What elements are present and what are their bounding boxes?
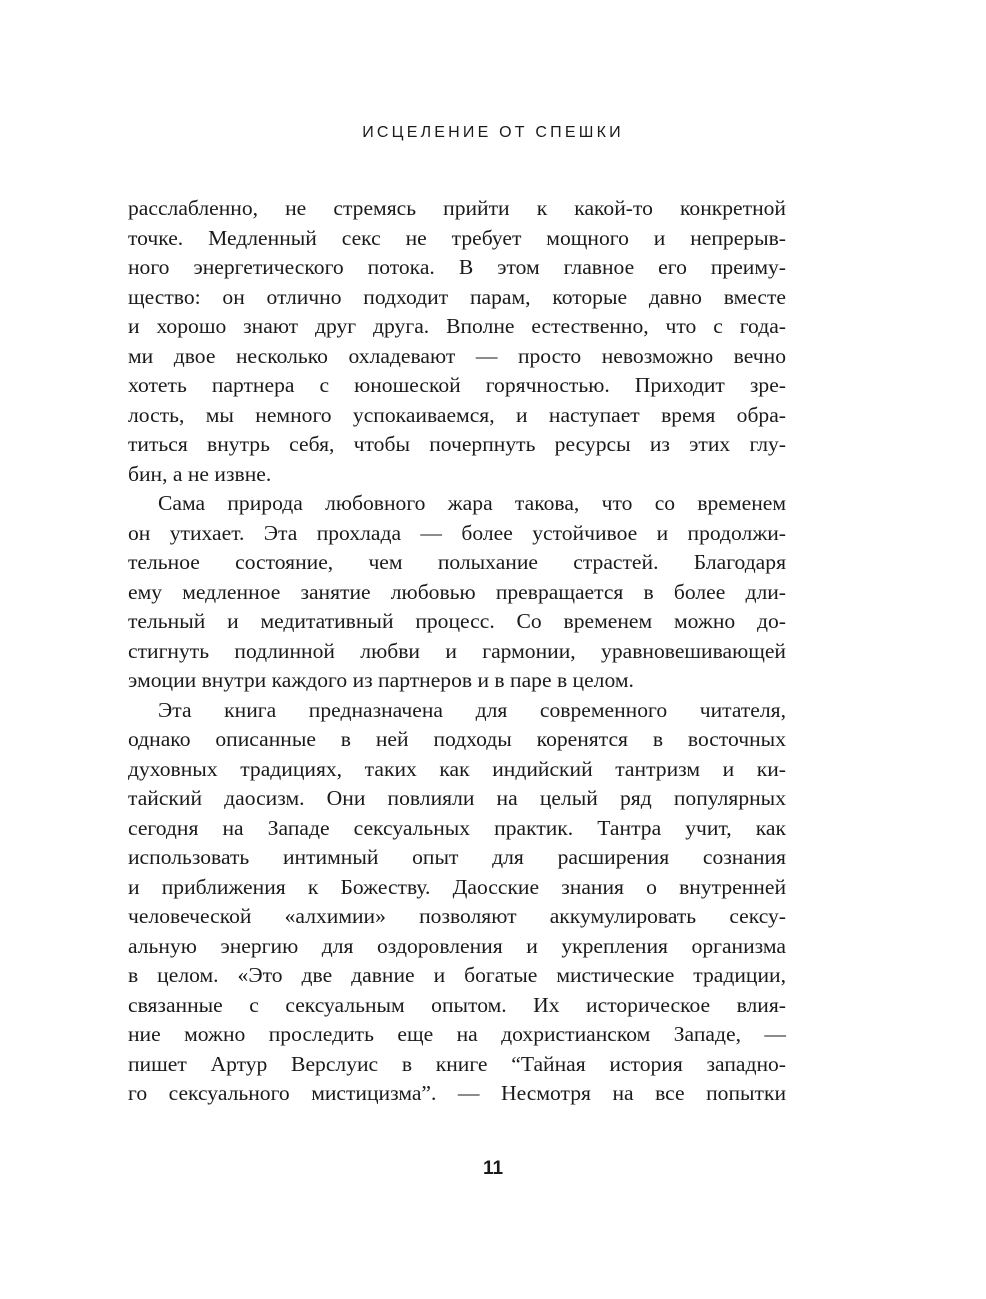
text-line: хотеть партнера с юношеской горячностью. Приходит зре- bbox=[128, 373, 786, 397]
text-line: эмоции внутри каждого из партнеров и в паре в целом. bbox=[128, 668, 634, 692]
text-line: ного энергетического потока. В этом главное его преиму- bbox=[128, 255, 786, 279]
text-line: и приближения к Божеству. Даосские знания о внутренней bbox=[128, 874, 786, 899]
text-line: человеческой «алхимии» позволяют аккумулировать сексу- bbox=[128, 904, 786, 928]
text-line: титься внутрь себя, чтобы почерпнуть ресурсы из этих глу- bbox=[128, 432, 786, 456]
text-line: лость, мы немного успокаиваемся, и наступает время обра- bbox=[128, 402, 786, 427]
text-line: стигнуть подлинной любви и гармонии, уравновешивающей bbox=[128, 638, 786, 663]
text-line: пишет Артур Верслуис в книге “Тайная история западно- bbox=[128, 1051, 786, 1076]
text-line: Эта книга предназначена для современного читателя, bbox=[158, 697, 786, 722]
text-line: ми двое несколько охладевают — просто невозможно вечно bbox=[128, 343, 786, 368]
paragraph bbox=[128, 194, 786, 489]
running-head: ИСЦЕЛЕНИЕ ОТ СПЕШКИ bbox=[362, 124, 624, 141]
text-line: ему медленное занятие любовью превращается в более дли- bbox=[128, 579, 786, 604]
text-line: в целом. «Это две давние и богатые мистические традиции, bbox=[128, 963, 786, 987]
text-line: Сама природа любовного жара такова, что со временем bbox=[158, 491, 786, 515]
text-line: бин, а не извне. bbox=[128, 461, 272, 486]
paragraph bbox=[128, 489, 786, 696]
text-line: связанные с сексуальным опытом. Их историческое влия- bbox=[128, 992, 786, 1017]
text-line: тайский даосизм. Они повлияли на целый ряд популярных bbox=[128, 786, 786, 810]
text-line: ние можно проследить еще на дохристианском Западе, — bbox=[128, 1022, 786, 1046]
page-number: 11 bbox=[482, 1158, 504, 1179]
text-line: щество: он отлично подходит парам, которые давно вместе bbox=[128, 284, 786, 309]
text-line: духовных традициях, таких как индийский тантризм и ки- bbox=[128, 756, 786, 781]
text-line: расслабленно, не стремясь прийти к какой-то конкретной bbox=[128, 196, 786, 220]
paragraph bbox=[128, 696, 786, 1109]
text-line: и хорошо знают друг друга. Вполне естественно, что с года- bbox=[128, 314, 786, 338]
text-line: тельное состояние, чем полыхание страстей. Благодаря bbox=[128, 550, 786, 574]
body-text bbox=[128, 194, 786, 1109]
text-line: тельный и медитативный процесс. Со временем можно до- bbox=[128, 609, 786, 633]
text-line: он утихает. Эта прохлада — более устойчивое и продолжи- bbox=[128, 520, 786, 545]
text-line: альную энергию для оздоровления и укрепления организма bbox=[128, 933, 786, 958]
text-line: сегодня на Западе сексуальных практик. Тантра учит, как bbox=[128, 815, 786, 840]
text-line: точке. Медленный секс не требует мощного и непрерыв- bbox=[128, 225, 786, 250]
text-line: использовать интимный опыт для расширения сознания bbox=[128, 845, 786, 869]
text-line: го сексуального мистицизма”. — Несмотря на все попытки bbox=[128, 1081, 786, 1105]
text-line: однако описанные в ней подходы коренятся в восточных bbox=[128, 727, 786, 751]
